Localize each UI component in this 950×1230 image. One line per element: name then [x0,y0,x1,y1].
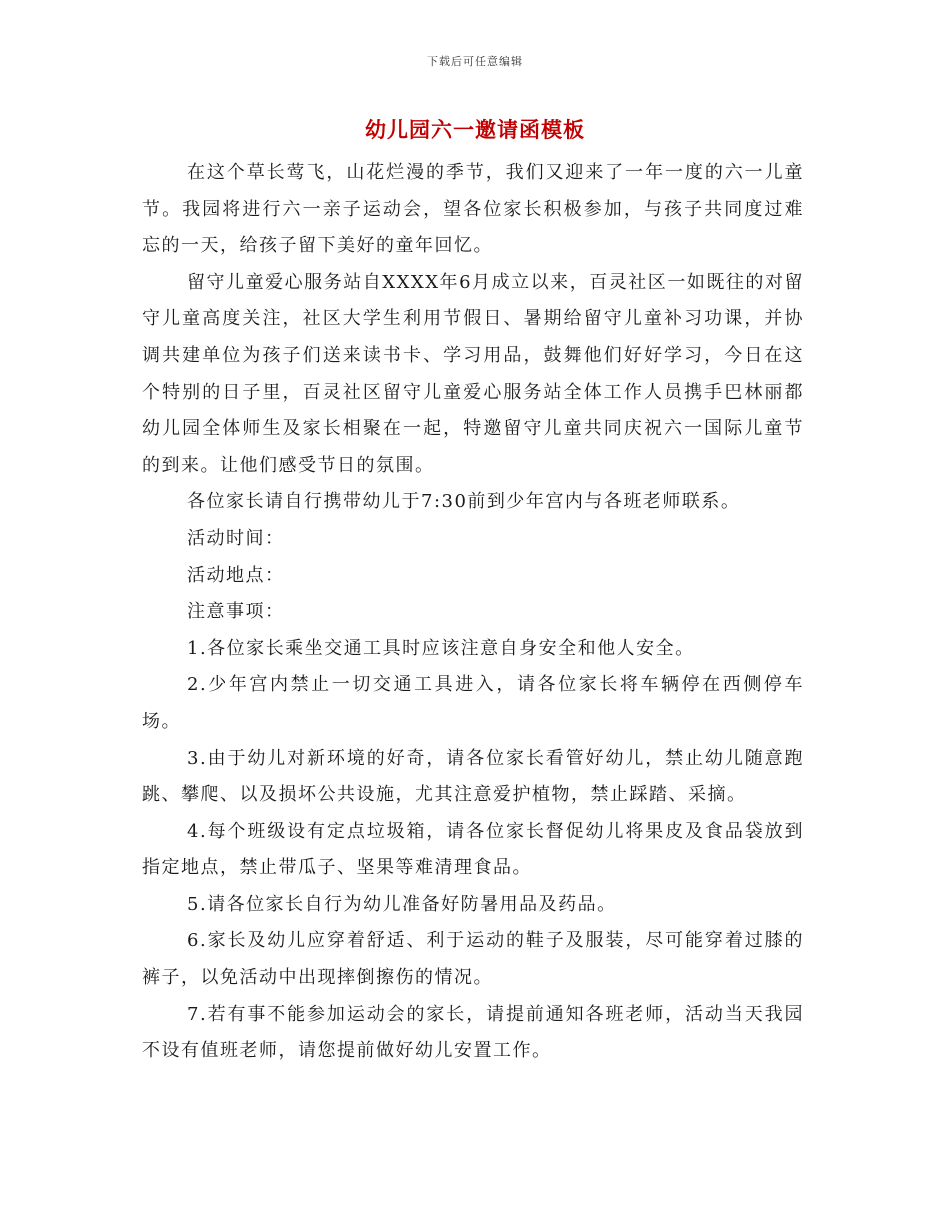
note-item-3: 3.由于幼儿对新环境的好奇，请各位家长看管好幼儿，禁止幼儿随意跑跳、攀爬、以及损坏公共设施，尤其注意爱护植物，禁止踩踏、采摘。 [142,747,804,806]
note-item-1: 1.各位家长乘坐交通工具时应该注意自身安全和他人安全。 [187,637,695,659]
note-item-6: 6.家长及幼儿应穿着舒适、利于运动的鞋子及服装，尽可能穿着过膝的裤子，以免活动中出现摔倒擦伤的情况。 [142,930,804,989]
note-item-7: 7.若有事不能参加运动会的家长，请提前通知各班老师，活动当天我园不设有值班老师，请您提前做好幼儿安置工作。 [142,1003,804,1062]
note-item-2: 2.少年宫内禁止一切交通工具进入，请各位家长将车辆停在西侧停车场。 [142,674,804,732]
notes-heading: 注意事项： [187,601,285,623]
document-title: 幼儿园六一邀请函模板 [365,117,585,142]
note-item-4: 4.每个班级设有定点垃圾箱，请各位家长督促幼儿将果皮及食品袋放到指定地点，禁止带瓜子、坚果等难清理食品。 [142,820,804,879]
document-body [142,155,804,1070]
note-item-5: 5.请各位家长自行为幼儿准备好防暑用品及药品。 [187,893,617,915]
activity-time-label: 活动时间： [187,527,285,549]
activity-location-label: 活动地点： [187,564,285,586]
service-station-paragraph: 留守儿童爱心服务站自XXXX年6月成立以来，百灵社区一如既往的对留守儿童高度关注，社区大学生利用节假日、暑期给留守儿童补习功课，并协调共建单位为孩子们送来读书卡、学习用品，鼓舞他们好好学习，今日在这个特别的日子里，百灵社区留守儿童爱心服务站全体工作人员携手巴林丽都幼儿园全体师生及家长相聚在一起，特邀留守儿童共同庆祝六一国际儿童节的到来。让他们感受节日的氛围。 [142,271,804,476]
page-header-note: 下载后可任意编辑 [427,55,523,68]
intro-paragraph: 在这个草长莺飞，山花烂漫的季节，我们又迎来了一年一度的六一儿童节。我园将进行六一亲子运动会，望各位家长积极参加，与孩子共同度过难忘的一天，给孩子留下美好的童年回忆。 [142,162,804,257]
arrival-instruction: 各位家长请自行携带幼儿于7:30前到少年宫内与各班老师联系。 [187,491,741,513]
